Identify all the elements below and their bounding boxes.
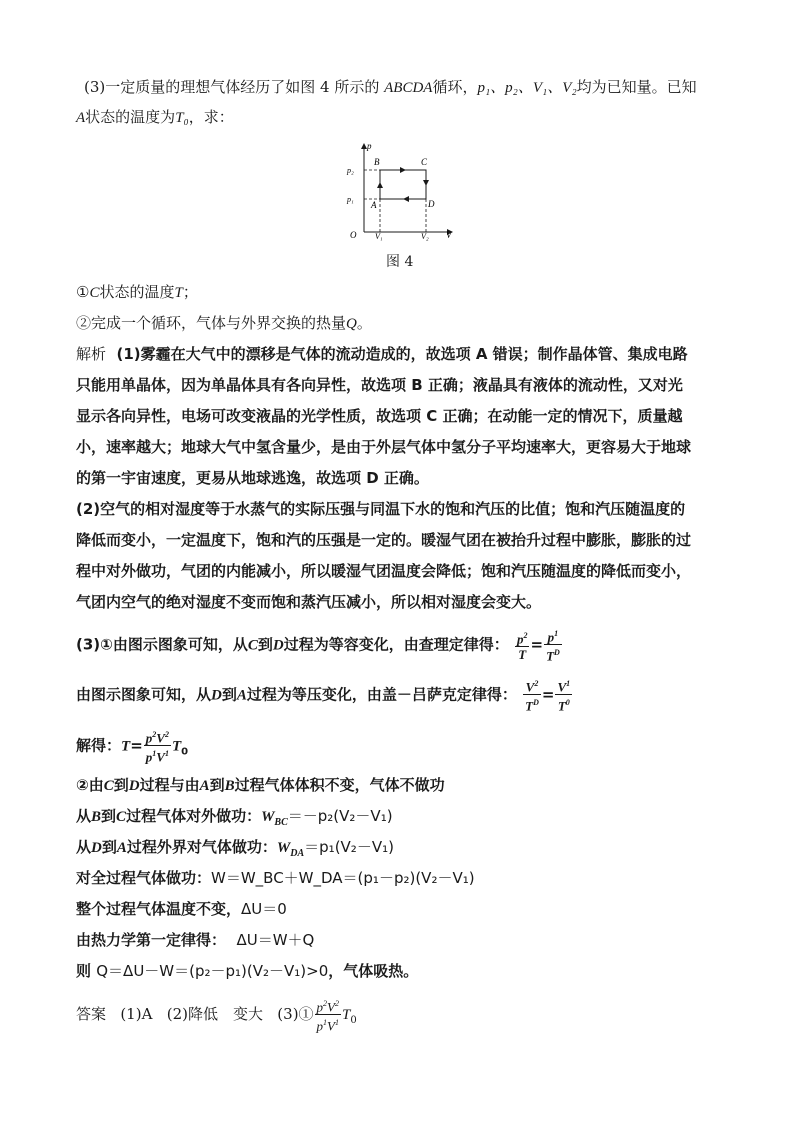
solution-3-line-2: 由图示图象可知，从D到A过程为等压变化，由盖－吕萨克定律得： $\frac{V^2}{T^D}$ = $\frac{V^1}{T^0}$ [76,676,573,710]
origin-label: O [350,230,357,240]
charles-law-left: $\frac{p^2}{T}$ [515,628,530,662]
solution-1-line-4: 小，速率越大；地球大气中氢含量少，是由于外层气体中氢分子平均速率大，更容易大于地球 [76,438,692,456]
solution-3-line-10: 则 Q＝ΔU－W＝(p₂－p₁)(V₂－V₁)>0，气体吸热。 [76,962,419,980]
solution-3-line-1: (3)①由图示图象可知，从C到D过程为等容变化，由查理定律得： $\frac{p^2}{T}$ = $\frac{p^1}{T^D}$ [76,626,563,660]
point-d-label: D [428,199,435,209]
solution-3-line-5: 从B到C过程气体对外做功：$W_{BC}=-p_2(V_2-V_1)$ [76,807,393,828]
answer-2: (2)降低 变大 [166,1004,263,1023]
gay-lussac-right: $\frac{V^1}{T^0}$ [555,676,572,714]
solution-2-line-1: (2)空气的相对湿度等于水蒸气的实际压强与同温下水的饱和汽压的比值；饱和汽压随温度的 [76,500,686,518]
cycle-rectangle [380,170,426,199]
solution-1-line-3: 显示各向异性，电场可改变液晶的光学性质，故选项 C 正确；在动能一定的情况下，质量越 [76,407,683,425]
point-a-label: A [371,200,377,210]
gay-lussac-left: $\frac{V^2}{T^D}$ [523,676,541,714]
v2-label: V₂ [421,232,429,241]
figure-caption: 图 4 [386,254,414,270]
arrow-a-to-b [377,182,383,188]
stem-line-2: A状态的温度为T₀，求： [76,108,234,126]
point-c-label: C [421,157,428,167]
answer-line: 答案 (1)A (2)降低 变大 (3)① $\frac{p^2V^2}{p^1V^1}$ $T_0$ [76,996,357,1030]
question-2: ②完成一个循环，气体与外界交换的热量Q。 [76,314,372,332]
charles-law-right: $\frac{p^1}{T^D}$ [544,626,562,664]
solution-3-line-7: 对全过程气体做功：W＝W_BC＋W_DA＝(p₁－p₂)(V₂－V₁) [76,869,475,887]
pv-diagram [340,140,460,242]
temperature-result: $\frac{p^2V^2}{p^1V^1}$ [144,727,171,765]
solution-2-line-2: 降低而变小，一定温度下，饱和汽的压强是一定的。暖湿气团在被抬升过程中膨胀，膨胀的过 [76,531,692,549]
answer-3: (3)① [277,1004,314,1023]
solution-3-line-9: 由热力学第一定律得： ΔU＝W＋Q [76,931,315,949]
answer-fraction: $\frac{p^2V^2}{p^1V^1}$ [315,996,341,1034]
solution-1-line-2: 只能用单晶体，因为单晶体具有各向异性，故选项 B 正确；液晶具有液体的流动性，又对光 [76,376,683,394]
solution-3-line-6: 从D到A过程外界对气体做功：$W_{DA}=p_1(V_2-V_1)$ [76,838,394,859]
point-b-label: B [374,157,380,167]
solution-2-line-4: 气团内空气的绝对湿度不变而饱和蒸汽压减小，所以相对湿度会变大。 [76,593,542,611]
solution-label: 解析 [76,345,107,363]
arrow-b-to-c [400,167,406,173]
solution-1-line-1: 解析 (1)雾霾在大气中的漂移是气体的流动造成的，故选项 A 错误；制作晶体管、集成电路 [76,345,688,363]
axis-v-label: V [446,230,452,240]
solution-2-line-3: 程中对外做功，气团的内能减小，所以暖湿气团温度会降低；饱和汽压随温度的降低而变小， [76,562,692,580]
answer-1: (1)A [120,1004,153,1023]
solution-1-line-5: 的第一宇宙速度，更易从地球逃逸，故选项 D 正确。 [76,469,429,487]
arrow-c-to-d [423,180,429,186]
solution-3-line-8: 整个过程气体温度不变，ΔU＝0 [76,900,287,918]
v1-label: V₁ [375,232,383,241]
p1-label: p₁ [347,195,354,204]
question-1: ①C状态的温度T； [76,283,198,301]
p2-label: p₂ [347,166,354,175]
stem-line-1: (3)一定质量的理想气体经历了如图 4 所示的 ABCDA循环，p₁、p₂、V₁、V₂均为已知量。已知 [84,78,697,96]
answer-label: 答案 [76,1004,107,1023]
solution-3-line-3: 解得：T= $\frac{p^2V^2}{p^1V^1}$ $T_0$ [76,727,188,761]
axis-p-label: p [367,141,372,151]
solution-3-line-4: ②由C到D过程与由A到B过程气体体积不变，气体不做功 [76,776,445,794]
arrow-d-to-a [403,196,409,202]
